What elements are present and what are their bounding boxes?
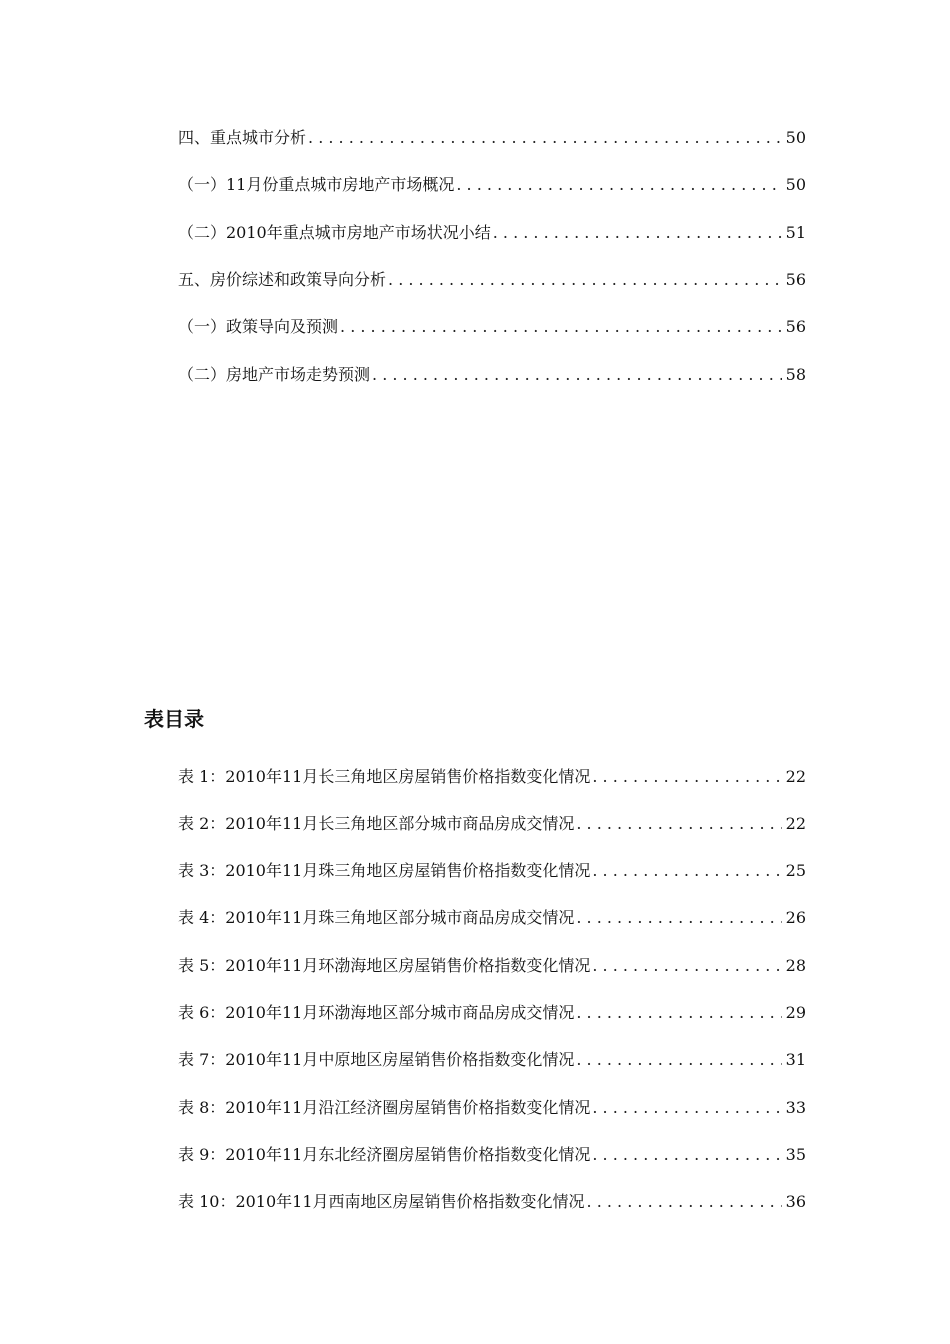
table-index-entry-text: 表 2：2010年11月长三角地区部分城市商品房成交情况	[178, 814, 575, 833]
table-index-entry[interactable]	[178, 1000, 806, 1026]
dot-leader	[456, 172, 781, 198]
toc-entry-text: （一）政策导向及预测	[178, 317, 339, 336]
table-index-heading: 表目录	[144, 707, 204, 731]
table-index-entry[interactable]	[178, 858, 806, 884]
toc-entry[interactable]	[178, 362, 806, 388]
table-index-entry-text: 表 5：2010年11月环渤海地区房屋销售价格指数变化情况	[178, 956, 591, 975]
table-index-entry-text: 表 7：2010年11月中原地区房屋销售价格指数变化情况	[178, 1050, 575, 1069]
toc-entry[interactable]	[178, 314, 806, 340]
table-index-page-number: 26	[785, 908, 806, 927]
dot-leader	[493, 220, 782, 246]
table-index-page-number: 35	[785, 1145, 806, 1164]
table-index-entry[interactable]	[178, 811, 806, 837]
dot-leader	[592, 858, 781, 884]
dot-leader	[576, 905, 781, 931]
table-index-page-number: 25	[785, 861, 806, 880]
table-index-page-number: 29	[785, 1003, 806, 1022]
toc-entry-text: （二）房地产市场走势预测	[178, 365, 371, 384]
dot-leader	[372, 362, 782, 388]
toc-entry-text: 四、重点城市分析	[178, 128, 307, 147]
table-index-entry[interactable]	[178, 1189, 806, 1215]
toc-page-number: 56	[785, 317, 806, 336]
table-index-entry[interactable]	[178, 764, 806, 790]
table-index-entry-text: 表 1：2010年11月长三角地区房屋销售价格指数变化情况	[178, 767, 591, 786]
table-index-entry-text: 表 6：2010年11月环渤海地区部分城市商品房成交情况	[178, 1003, 575, 1022]
toc-page-number: 58	[785, 365, 806, 384]
table-index-page-number: 28	[785, 956, 806, 975]
table-index-entry[interactable]	[178, 953, 806, 979]
table-index-page-number: 33	[785, 1098, 806, 1117]
table-index-entry-text: 表 4：2010年11月珠三角地区部分城市商品房成交情况	[178, 908, 575, 927]
table-index-entry-text: 表 10：2010年11月西南地区房屋销售价格指数变化情况	[178, 1192, 585, 1211]
table-index-entry-text: 表 3：2010年11月珠三角地区房屋销售价格指数变化情况	[178, 861, 591, 880]
table-index-entry[interactable]	[178, 905, 806, 931]
dot-leader	[592, 1095, 781, 1121]
toc-page-number: 51	[785, 223, 806, 242]
toc-page-number: 56	[785, 270, 806, 289]
table-index-page-number: 22	[785, 814, 806, 833]
table-index-entry[interactable]	[178, 1142, 806, 1168]
dot-leader	[340, 314, 782, 340]
dot-leader	[592, 764, 781, 790]
table-index-page-number: 22	[785, 767, 806, 786]
toc-entry[interactable]	[178, 267, 806, 293]
table-index-entry[interactable]	[178, 1095, 806, 1121]
table-index-entry[interactable]	[178, 1047, 806, 1073]
toc-entry[interactable]	[178, 125, 806, 151]
toc-page-number: 50	[785, 175, 806, 194]
toc-entry-text: （二）2010年重点城市房地产市场状况小结	[178, 223, 491, 242]
toc-page-number: 50	[785, 128, 806, 147]
table-index-entry-text: 表 8：2010年11月沿江经济圈房屋销售价格指数变化情况	[178, 1098, 591, 1117]
toc-entry-text: （一）11月份重点城市房地产市场概况	[178, 175, 455, 194]
dot-leader	[576, 1000, 781, 1026]
dot-leader	[388, 267, 782, 293]
dot-leader	[592, 953, 781, 979]
dot-leader	[576, 1047, 781, 1073]
dot-leader	[576, 811, 781, 837]
dot-leader	[308, 125, 782, 151]
toc-entry[interactable]	[178, 172, 806, 198]
table-index-page-number: 31	[785, 1050, 806, 1069]
dot-leader	[592, 1142, 781, 1168]
toc-entry[interactable]	[178, 220, 806, 246]
table-index-entry-text: 表 9：2010年11月东北经济圈房屋销售价格指数变化情况	[178, 1145, 591, 1164]
dot-leader	[587, 1189, 782, 1215]
table-index-page-number: 36	[785, 1192, 806, 1211]
toc-entry-text: 五、房价综述和政策导向分析	[178, 270, 387, 289]
